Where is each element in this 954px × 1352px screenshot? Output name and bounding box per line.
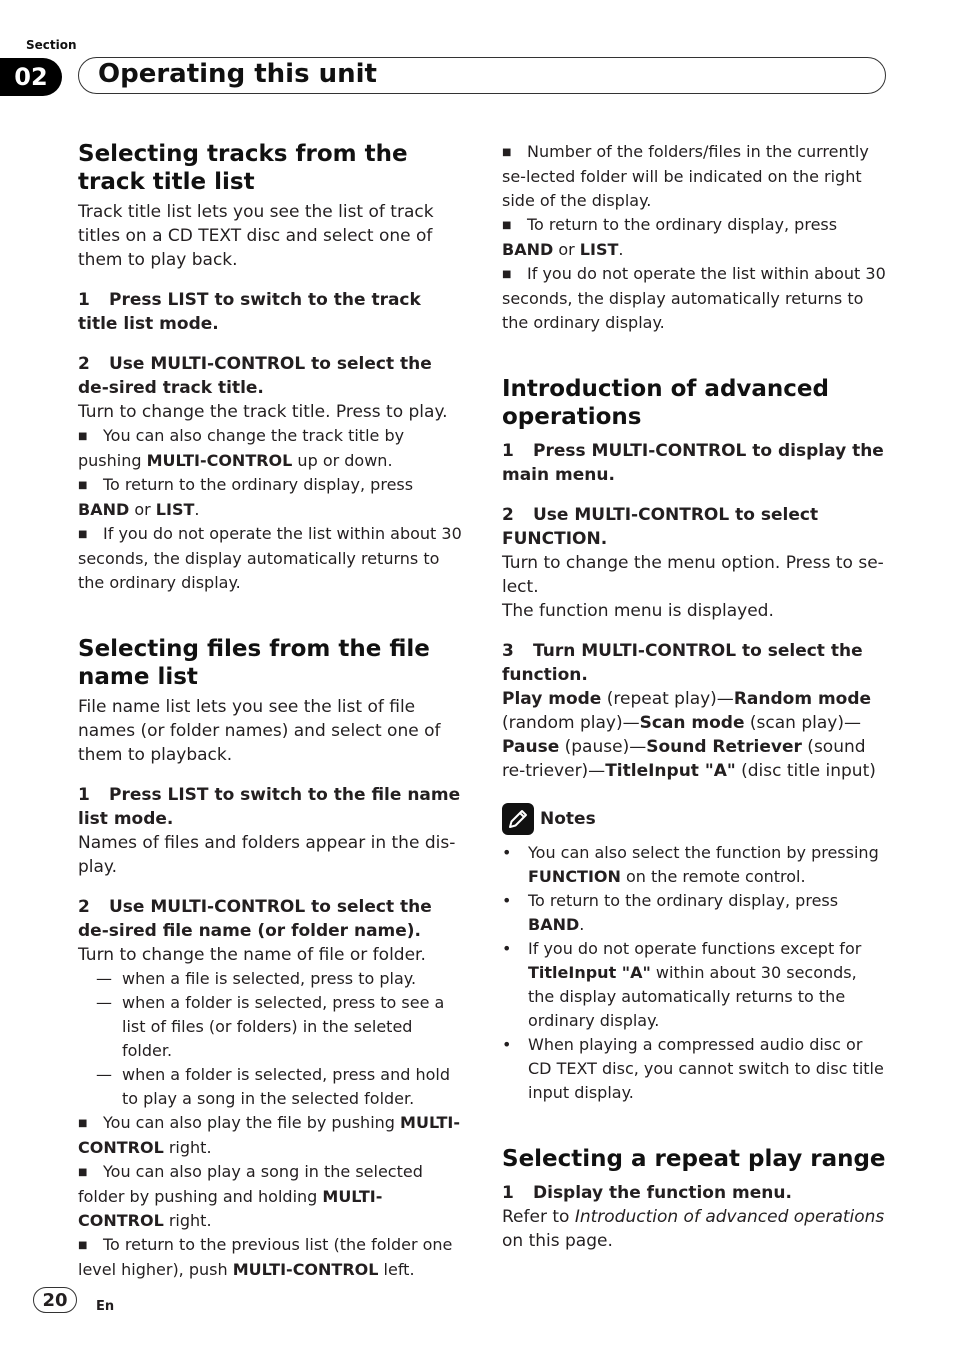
note-item: ■ You can also play the file by pushing MULTI-CONTROL right. bbox=[78, 1113, 460, 1157]
bullet-item: • When playing a compressed audio disc or CD TEXT disc, you cannot switch to disc title input display. bbox=[502, 1035, 884, 1102]
square-bullet-icon: ■ bbox=[78, 1118, 88, 1129]
section-label: Section bbox=[26, 38, 77, 52]
page-title: Operating this unit bbox=[98, 59, 377, 89]
section-number-badge: 02 bbox=[0, 58, 62, 96]
note-item: ■ You can also change the track title by pushing MULTI-CONTROL up or down. bbox=[78, 426, 405, 470]
note-item: ■ If you do not operate the list within about 30 seconds, the display automatically returns to the ordinary display. bbox=[502, 264, 886, 332]
note-item: ■ Number of the folders/files in the currently se-lected folder will be indicated on the right side of the display. bbox=[502, 142, 869, 210]
step-track-1: 1 Press LIST to switch to the track title list mode. bbox=[78, 290, 421, 334]
square-bullet-icon: ■ bbox=[78, 480, 88, 491]
repeat-range-text: Refer to Introduction of advanced operations on this page. bbox=[502, 1207, 885, 1251]
square-bullet-icon: ■ bbox=[78, 431, 88, 442]
step-file-1: 1 Press LIST to switch to the file name list mode. bbox=[78, 785, 461, 829]
square-bullet-icon: ■ bbox=[78, 1167, 88, 1178]
language-label: En bbox=[96, 1299, 115, 1314]
page-number: 20 bbox=[33, 1287, 77, 1313]
step-track-2: 2 Use MULTI-CONTROL to select the de-sired track title. bbox=[78, 354, 432, 398]
square-bullet-icon: ■ bbox=[78, 1240, 88, 1251]
square-bullet-icon: ■ bbox=[502, 147, 512, 158]
file-list-intro: File name list lets you see the list of file names (or folder names) and select one of them to playback. bbox=[78, 697, 441, 765]
dash-item: — when a folder is selected, press to see a list of files (or folders) in the seleted folder. bbox=[96, 993, 445, 1060]
step-file-2: 2 Use MULTI-CONTROL to select the de-sired file name (or folder name). bbox=[78, 897, 432, 941]
track-list-intro: Track title list lets you see the list of track titles on a CD TEXT disc and select one of them to play back. bbox=[78, 202, 434, 270]
square-bullet-icon: ■ bbox=[502, 220, 512, 231]
step-file-1-text: Names of files and folders appear in the dis-play. bbox=[78, 833, 456, 877]
step-adv-3: 3 Turn MULTI-CONTROL to select the function. bbox=[502, 641, 863, 685]
step-adv-2: 2 Use MULTI-CONTROL to select FUNCTION. bbox=[502, 505, 819, 549]
bullet-item: • To return to the ordinary display, press BAND. bbox=[502, 891, 839, 934]
dash-item: — when a folder is selected, press and hold to play a song in the selected folder. bbox=[96, 1065, 450, 1108]
step-adv-2-result: The function menu is displayed. bbox=[502, 601, 774, 621]
notes-header bbox=[502, 803, 888, 835]
note-item: ■ To return to the ordinary display, press BAND or LIST. bbox=[78, 475, 414, 519]
step-track-2-text: Turn to change the track title. Press to play. bbox=[78, 402, 448, 422]
square-bullet-icon: ■ bbox=[502, 269, 512, 280]
step-adv-2-text: Turn to change the menu option. Press to se-lect. bbox=[502, 553, 884, 597]
bullet-item: • If you do not operate functions except for TitleInput "A" within about 30 seconds, the display automatically returns to the ordinary display. bbox=[502, 939, 862, 1030]
heading-advanced-operations: Introduction of advanced operations bbox=[502, 376, 829, 430]
square-bullet-icon: ■ bbox=[78, 529, 88, 540]
step-file-2-text: Turn to change the name of file or folder. bbox=[78, 945, 426, 965]
function-list: Play mode (repeat play)—Random mode (random play)—Scan mode (scan play)—Pause (pause)—Sound Retriever (sound re-triever)—TitleInput "A" (disc title input) bbox=[502, 689, 876, 781]
step-adv-1: 1 Press MULTI-CONTROL to display the main menu. bbox=[502, 441, 884, 485]
heading-track-title-list: Selecting tracks from the track title list bbox=[78, 141, 408, 195]
bullet-item: • You can also select the function by pressing FUNCTION on the remote control. bbox=[502, 843, 879, 886]
step-repeat-1: 1 Display the function menu. bbox=[502, 1183, 792, 1203]
heading-file-name-list: Selecting files from the file name list bbox=[78, 636, 430, 690]
notes-label: Notes bbox=[540, 809, 596, 829]
left-column bbox=[78, 140, 464, 1282]
note-item: ■ To return to the ordinary display, press BAND or LIST. bbox=[502, 215, 838, 259]
dash-item: — when a file is selected, press to play. bbox=[96, 969, 417, 988]
note-item: ■ To return to the previous list (the folder one level higher), push MULTI-CONTROL left. bbox=[78, 1235, 453, 1279]
note-item: ■ If you do not operate the list within about 30 seconds, the display automatically returns to the ordinary display. bbox=[78, 524, 462, 592]
note-item: ■ You can also play a song in the selected folder by pushing and holding MULTI-CONTROL right. bbox=[78, 1162, 423, 1230]
right-column bbox=[502, 140, 888, 1253]
pencil-icon bbox=[502, 803, 534, 835]
heading-repeat-range: Selecting a repeat play range bbox=[502, 1146, 886, 1172]
